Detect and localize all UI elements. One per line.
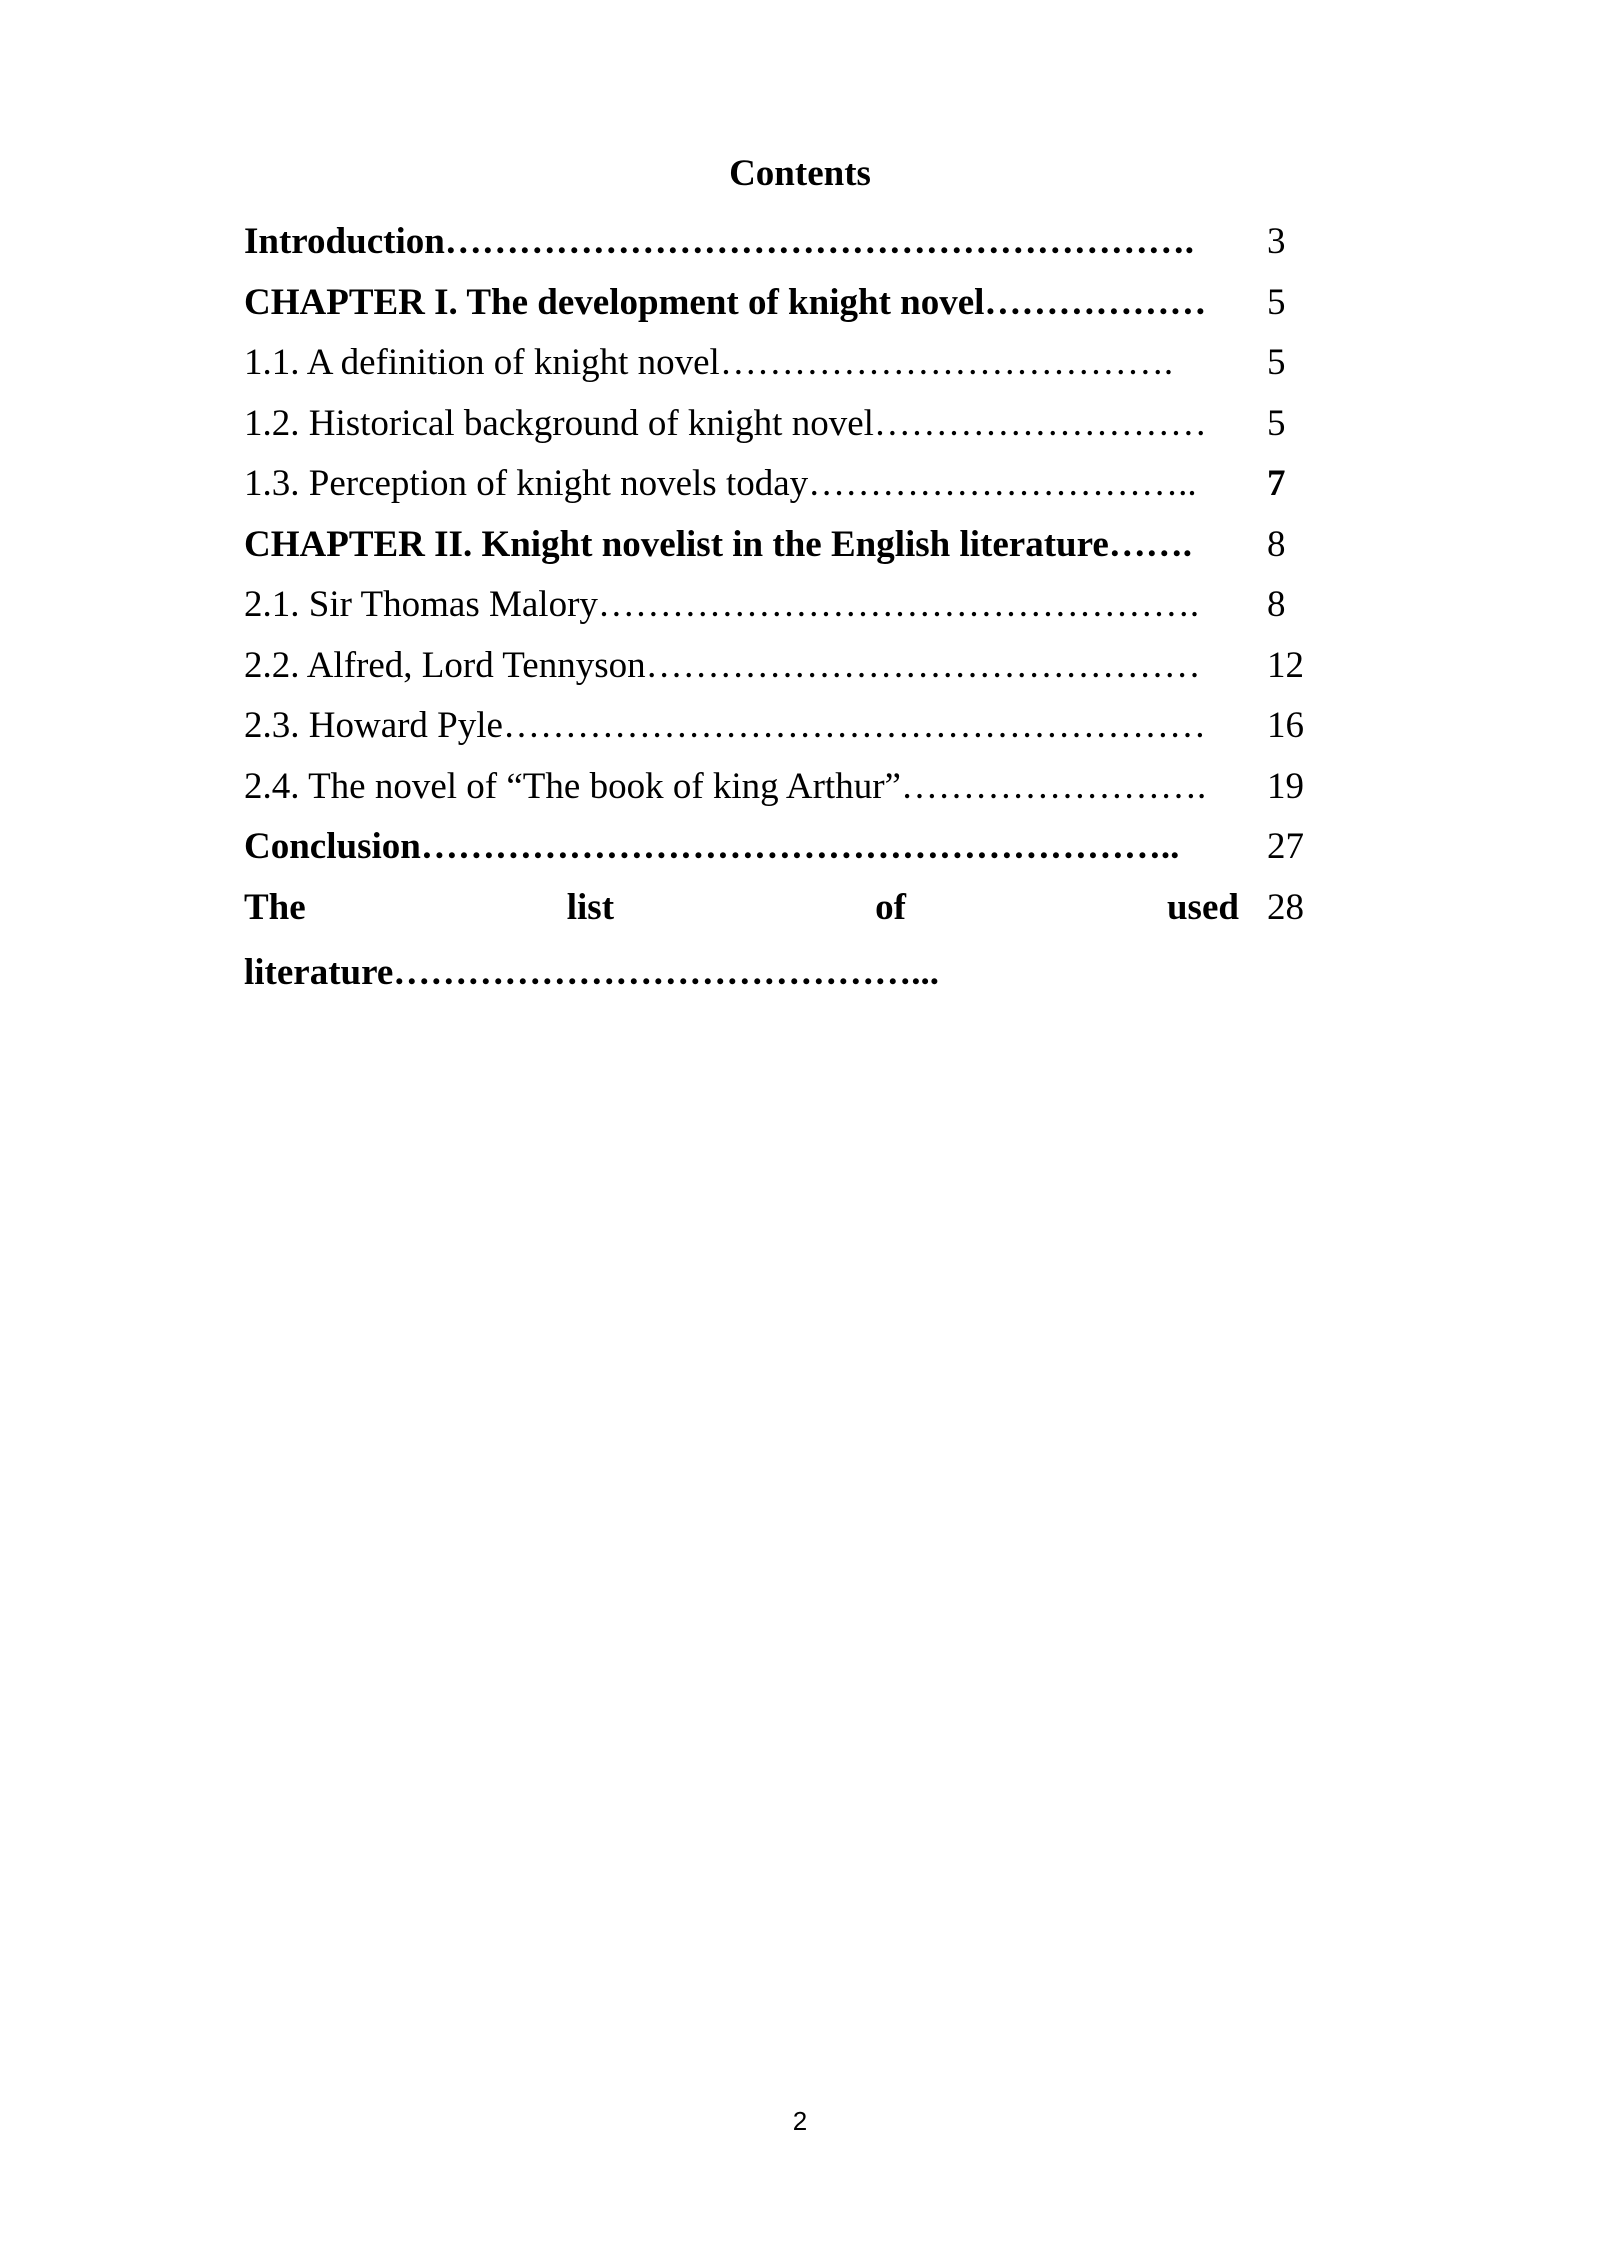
toc-entry-page: 28 bbox=[1267, 886, 1304, 928]
toc-entry-page: 5 bbox=[1267, 342, 1286, 383]
toc-entry-title: 1.3. Perception of knight novels today………………………….. bbox=[244, 463, 1197, 504]
page-number: 2 bbox=[792, 2106, 808, 2136]
toc-word: The bbox=[244, 886, 306, 928]
toc-entry bbox=[244, 636, 1344, 697]
toc-entry-title: 1.2. Historical background of knight novel……………………… bbox=[244, 402, 1207, 444]
toc-entry-page: 19 bbox=[1267, 765, 1304, 807]
toc-word: of bbox=[875, 886, 906, 928]
toc-entry-title: 2.4. The novel of “The book of king Arthur”……………………. bbox=[244, 765, 1207, 807]
toc-entry-page: 27 bbox=[1267, 826, 1304, 867]
toc-entry bbox=[244, 817, 1344, 878]
toc-entry-page: 8 bbox=[1267, 584, 1286, 625]
toc-entry-title: CHAPTER I. The development of knight novel……………… bbox=[244, 281, 1207, 323]
toc-entry-page: 5 bbox=[1267, 281, 1286, 323]
toc-entry bbox=[244, 696, 1344, 757]
toc-entry-title-continuation: literature……………………………………... bbox=[244, 951, 940, 993]
toc-entry-page: 8 bbox=[1267, 523, 1286, 565]
toc-entry bbox=[244, 757, 1344, 818]
toc-entry bbox=[244, 212, 1344, 273]
toc-entry-title: 1.1. A definition of knight novel………………………………. bbox=[244, 342, 1174, 383]
toc-entry-title: 2.3. Howard Pyle………………………………………………… bbox=[244, 705, 1206, 746]
toc-entry-page: 7 bbox=[1267, 463, 1286, 504]
toc-entry-title: 2.1. Sir Thomas Malory…………………………………………. bbox=[244, 584, 1200, 625]
toc-entry-title: CHAPTER II. Knight novelist in the English literature……. bbox=[244, 523, 1193, 565]
toc-entry-page: 5 bbox=[1267, 402, 1286, 444]
toc-entry-title: 2.2. Alfred, Lord Tennyson……………………………………… bbox=[244, 644, 1201, 686]
table-of-contents bbox=[244, 212, 1344, 1008]
toc-entry-page: 3 bbox=[1267, 221, 1286, 262]
toc-entry-title: Introduction……………………………………………………. bbox=[244, 221, 1195, 262]
toc-entry bbox=[244, 575, 1344, 636]
toc-entry-page: 16 bbox=[1267, 705, 1304, 746]
toc-entry-title: Conclusion…………………………………………………….. bbox=[244, 826, 1180, 867]
toc-entry-page: 12 bbox=[1267, 644, 1304, 686]
toc-entry-last bbox=[244, 878, 1344, 1008]
toc-word: used bbox=[1166, 886, 1239, 928]
toc-word: list bbox=[566, 886, 615, 928]
toc-entry bbox=[244, 333, 1344, 394]
toc-entry bbox=[244, 515, 1344, 576]
toc-entry bbox=[244, 273, 1344, 334]
page-title: Contents bbox=[729, 153, 871, 194]
toc-entry bbox=[244, 454, 1344, 515]
toc-entry bbox=[244, 394, 1344, 455]
toc-entry-title-line bbox=[244, 878, 1239, 938]
